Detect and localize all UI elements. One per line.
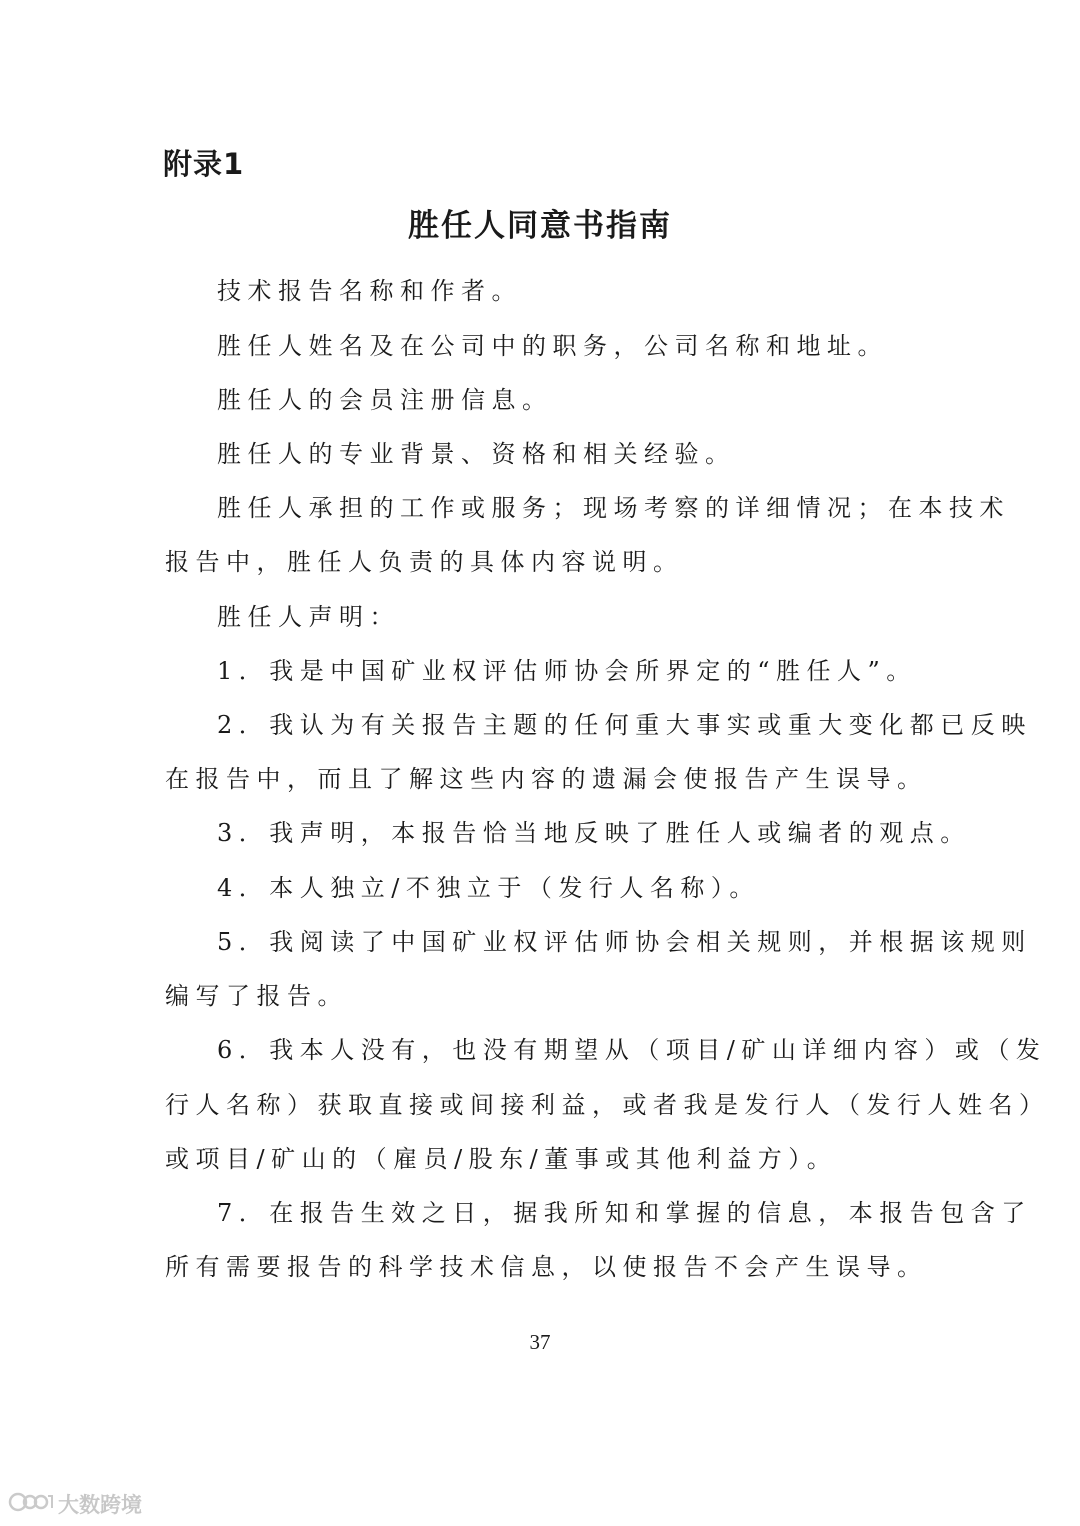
paragraph-competent-person-name: 胜任人姓名及在公司中的职务，公司名称和地址。 (217, 332, 888, 360)
declaration-item-6-line2: 行人名称）获取直接或间接利益，或者我是发行人（发行人姓名） (165, 1091, 1050, 1119)
declaration-item-4: 4．本人独立/不独立于（发行人名称）。 (217, 874, 760, 902)
paragraph-report-title-author: 技术报告名称和作者。 (217, 277, 522, 305)
declaration-item-2-line1: 2．我认为有关报告主题的任何重大事实或重大变化都已反映 (217, 711, 1032, 739)
paragraph-work-services-line2: 报告中，胜任人负责的具体内容说明。 (165, 548, 684, 576)
paragraph-declaration-heading: 胜任人声明： (217, 603, 400, 631)
watermark (8, 1490, 142, 1518)
paragraph-work-services-line1: 胜任人承担的工作或服务；现场考察的详细情况；在本技术 (217, 494, 1010, 522)
declaration-item-1: 1．我是中国矿业权评估师协会所界定的“胜任人”。 (217, 657, 917, 685)
paragraph-member-registration: 胜任人的会员注册信息。 (217, 386, 553, 414)
declaration-item-2-line2: 在报告中，而且了解这些内容的遗漏会使报告产生误导。 (165, 765, 928, 793)
watermark-text: 大数跨境 (58, 1493, 142, 1517)
declaration-item-5-line1: 5．我阅读了中国矿业权评估师协会相关规则，并根据该规则 (217, 928, 1032, 956)
declaration-item-6-line3: 或项目/矿山的（雇员/股东/董事或其他利益方）。 (165, 1145, 838, 1173)
declaration-item-5-line2: 编写了报告。 (165, 982, 348, 1010)
appendix-label: 附录1 (163, 147, 245, 181)
page-number: 37 (529, 1330, 551, 1354)
declaration-item-7-line1: 7．在报告生效之日，据我所知和掌握的信息，本报告包含了 (217, 1199, 1032, 1227)
page-title: 胜任人同意书指南 (408, 208, 672, 244)
declaration-item-3: 3．我声明，本报告恰当地反映了胜任人或编者的观点。 (217, 819, 971, 847)
watermark-logo-icon (8, 1490, 54, 1518)
declaration-item-7-line2: 所有需要报告的科学技术信息，以使报告不会产生误导。 (165, 1253, 928, 1281)
paragraph-background-qualifications: 胜任人的专业背景、资格和相关经验。 (217, 440, 736, 468)
declaration-item-6-line1: 6．我本人没有，也没有期望从（项目/矿山详细内容）或（发 (217, 1036, 1047, 1064)
